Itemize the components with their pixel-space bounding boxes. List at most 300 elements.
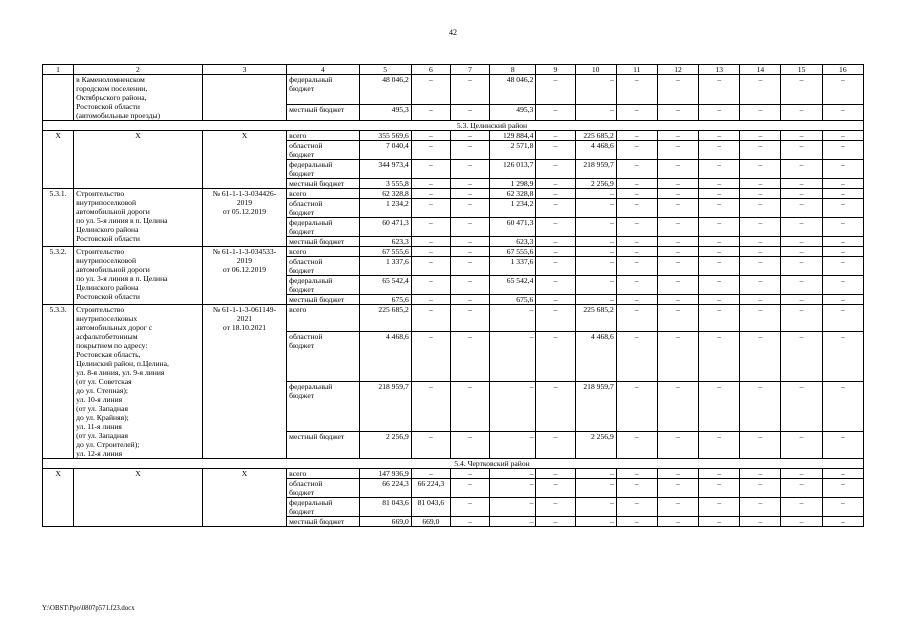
value-cell: 62 328,8	[490, 189, 536, 199]
value-cell: –	[781, 295, 822, 305]
value-cell: –	[822, 276, 863, 295]
funding-source-cell: всего	[287, 189, 359, 199]
value-cell: –	[657, 141, 698, 160]
column-header: 2	[74, 65, 203, 75]
column-header: 5	[359, 65, 411, 75]
value-cell: 2 256,9	[359, 432, 411, 459]
value-cell: –	[616, 331, 657, 381]
value-cell: –	[657, 218, 698, 237]
value-cell: –	[740, 160, 781, 179]
value-cell: –	[657, 160, 698, 179]
value-cell: 4 468,6	[359, 331, 411, 381]
value-cell: –	[411, 131, 450, 141]
value-cell: –	[490, 381, 536, 431]
value-cell: –	[781, 199, 822, 218]
funding-source-cell: федеральный бюджет	[287, 381, 359, 431]
value-cell: –	[657, 75, 698, 105]
funding-source-cell: местный бюджет	[287, 432, 359, 459]
value-cell: –	[575, 295, 616, 305]
item-document	[202, 75, 286, 121]
value-cell: –	[575, 469, 616, 479]
value-cell: –	[781, 381, 822, 431]
column-header: 13	[699, 65, 740, 75]
value-cell: –	[450, 160, 489, 179]
value-cell: –	[822, 305, 863, 332]
value-cell: 669,0	[411, 517, 450, 527]
column-header: 12	[657, 65, 698, 75]
item-number	[43, 75, 74, 121]
value-cell: –	[740, 257, 781, 276]
value-cell: –	[657, 199, 698, 218]
value-cell: –	[781, 257, 822, 276]
value-cell: 66 224,3	[359, 479, 411, 498]
funding-source-cell: всего	[287, 469, 359, 479]
value-cell: –	[490, 479, 536, 498]
value-cell: –	[781, 479, 822, 498]
value-cell: 225 685,2	[359, 305, 411, 332]
value-cell: –	[450, 432, 489, 459]
value-cell: –	[781, 160, 822, 179]
value-cell: –	[740, 517, 781, 527]
value-cell: –	[411, 381, 450, 431]
value-cell: –	[822, 498, 863, 517]
value-cell: –	[616, 469, 657, 479]
value-cell: –	[450, 381, 489, 431]
column-header: 4	[287, 65, 359, 75]
value-cell: –	[616, 141, 657, 160]
value-cell: 60 471,3	[359, 218, 411, 237]
section-row	[43, 121, 864, 131]
value-cell: –	[616, 305, 657, 332]
value-cell: –	[781, 469, 822, 479]
value-cell: –	[657, 237, 698, 247]
value-cell: –	[575, 189, 616, 199]
value-cell: 65 542,4	[490, 276, 536, 295]
value-cell: –	[411, 160, 450, 179]
item-name: Х	[74, 131, 203, 189]
value-cell: 218 959,7	[575, 381, 616, 431]
value-cell: –	[411, 469, 450, 479]
value-cell: 218 959,7	[575, 160, 616, 179]
value-cell: –	[781, 498, 822, 517]
item-number: Х	[43, 131, 74, 189]
value-cell: –	[822, 131, 863, 141]
value-cell: –	[450, 105, 489, 121]
value-cell: –	[781, 237, 822, 247]
value-cell: –	[450, 199, 489, 218]
value-cell: –	[536, 218, 575, 237]
value-cell: –	[822, 469, 863, 479]
column-header: 8	[490, 65, 536, 75]
section-title: 5.4. Чертковский район	[43, 459, 864, 469]
value-cell: 126 013,7	[490, 160, 536, 179]
column-header: 7	[450, 65, 489, 75]
value-cell: –	[616, 218, 657, 237]
value-cell: 1 234,2	[359, 199, 411, 218]
column-header: 9	[536, 65, 575, 75]
funding-source-cell: федеральный бюджет	[287, 218, 359, 237]
value-cell: –	[781, 247, 822, 257]
value-cell: 1 298,9	[490, 179, 536, 189]
value-cell: –	[740, 75, 781, 105]
value-cell: –	[490, 469, 536, 479]
value-cell: –	[450, 257, 489, 276]
value-cell: –	[657, 189, 698, 199]
value-cell: –	[699, 247, 740, 257]
funding-source-cell: местный бюджет	[287, 179, 359, 189]
value-cell: –	[699, 189, 740, 199]
value-cell: –	[450, 479, 489, 498]
table-row	[43, 131, 864, 141]
value-cell: –	[699, 141, 740, 160]
value-cell: –	[616, 432, 657, 459]
value-cell: –	[740, 498, 781, 517]
value-cell: –	[411, 237, 450, 247]
value-cell: –	[450, 189, 489, 199]
value-cell: –	[781, 105, 822, 121]
value-cell: –	[781, 305, 822, 332]
budget-table	[42, 64, 864, 527]
value-cell: –	[411, 295, 450, 305]
value-cell: –	[699, 479, 740, 498]
table-row	[43, 247, 864, 257]
value-cell: –	[616, 131, 657, 141]
funding-source-cell: всего	[287, 247, 359, 257]
value-cell: –	[657, 331, 698, 381]
item-number: Х	[43, 469, 74, 527]
value-cell: –	[450, 517, 489, 527]
value-cell: –	[699, 199, 740, 218]
value-cell: –	[411, 75, 450, 105]
funding-source-cell: местный бюджет	[287, 237, 359, 247]
value-cell: –	[536, 160, 575, 179]
value-cell: –	[536, 331, 575, 381]
item-name: Х	[74, 469, 203, 527]
value-cell: –	[822, 295, 863, 305]
value-cell: 3 555,8	[359, 179, 411, 189]
value-cell: –	[822, 331, 863, 381]
value-cell: –	[450, 295, 489, 305]
value-cell: –	[740, 141, 781, 160]
value-cell: –	[411, 276, 450, 295]
table-row	[43, 469, 864, 479]
value-cell: –	[575, 105, 616, 121]
value-cell: –	[450, 218, 489, 237]
value-cell: 623,3	[359, 237, 411, 247]
value-cell: –	[616, 160, 657, 179]
column-header: 6	[411, 65, 450, 75]
value-cell: –	[699, 517, 740, 527]
funding-source-cell: областной бюджет	[287, 141, 359, 160]
value-cell: –	[657, 479, 698, 498]
value-cell: 62 328,8	[359, 189, 411, 199]
funding-source-cell: областной бюджет	[287, 199, 359, 218]
value-cell: –	[450, 131, 489, 141]
value-cell: –	[536, 498, 575, 517]
value-cell: –	[450, 179, 489, 189]
column-header: 10	[575, 65, 616, 75]
value-cell: –	[699, 276, 740, 295]
value-cell: –	[699, 432, 740, 459]
section-row	[43, 459, 864, 469]
value-cell: –	[536, 305, 575, 332]
funding-source-cell: федеральный бюджет	[287, 160, 359, 179]
value-cell: –	[450, 469, 489, 479]
value-cell: –	[822, 179, 863, 189]
funding-source-cell: федеральный бюджет	[287, 276, 359, 295]
value-cell: –	[699, 295, 740, 305]
value-cell: –	[536, 517, 575, 527]
value-cell: 129 884,4	[490, 131, 536, 141]
value-cell: 66 224,3	[411, 479, 450, 498]
funding-source-cell: всего	[287, 131, 359, 141]
value-cell: –	[411, 305, 450, 332]
funding-source-cell: всего	[287, 305, 359, 332]
value-cell: –	[781, 141, 822, 160]
value-cell: –	[575, 479, 616, 498]
table-row	[43, 305, 864, 332]
value-cell: –	[822, 432, 863, 459]
value-cell: –	[575, 498, 616, 517]
value-cell: –	[616, 179, 657, 189]
value-cell: –	[740, 479, 781, 498]
value-cell: 675,6	[359, 295, 411, 305]
value-cell: 2 256,9	[575, 432, 616, 459]
value-cell: –	[616, 479, 657, 498]
value-cell: –	[657, 305, 698, 332]
value-cell: –	[822, 75, 863, 105]
value-cell: –	[657, 247, 698, 257]
value-cell: –	[536, 295, 575, 305]
value-cell: –	[616, 237, 657, 247]
value-cell: –	[616, 199, 657, 218]
value-cell: –	[822, 517, 863, 527]
value-cell: –	[616, 295, 657, 305]
value-cell: –	[699, 469, 740, 479]
value-cell: –	[822, 189, 863, 199]
value-cell: –	[536, 199, 575, 218]
value-cell: –	[781, 276, 822, 295]
value-cell: 60 471,3	[490, 218, 536, 237]
value-cell: –	[616, 517, 657, 527]
value-cell: 2 571,8	[490, 141, 536, 160]
value-cell: –	[536, 381, 575, 431]
value-cell: –	[822, 381, 863, 431]
value-cell: –	[411, 105, 450, 121]
value-cell: 48 046,2	[490, 75, 536, 105]
value-cell: –	[411, 331, 450, 381]
value-cell: –	[536, 276, 575, 295]
value-cell: –	[411, 432, 450, 459]
value-cell: –	[740, 381, 781, 431]
value-cell: –	[699, 131, 740, 141]
value-cell: –	[657, 498, 698, 517]
value-cell: –	[699, 237, 740, 247]
value-cell: –	[699, 305, 740, 332]
value-cell: –	[740, 199, 781, 218]
value-cell: –	[699, 105, 740, 121]
value-cell: –	[536, 141, 575, 160]
column-header: 1	[43, 65, 74, 75]
value-cell: –	[822, 237, 863, 247]
value-cell: –	[450, 141, 489, 160]
value-cell: 495,3	[359, 105, 411, 121]
value-cell: –	[536, 469, 575, 479]
value-cell: –	[575, 247, 616, 257]
item-number: 5.3.1.	[43, 189, 74, 247]
value-cell: 1 234,2	[490, 199, 536, 218]
value-cell: –	[536, 105, 575, 121]
value-cell: 65 542,4	[359, 276, 411, 295]
column-header: 11	[616, 65, 657, 75]
value-cell: 1 337,6	[490, 257, 536, 276]
item-document: № 61-1-1-3-034426- 2019 от 05.12.2019	[202, 189, 286, 247]
value-cell: –	[740, 105, 781, 121]
value-cell: –	[657, 432, 698, 459]
value-cell: –	[450, 247, 489, 257]
value-cell: –	[616, 381, 657, 431]
value-cell: 225 685,2	[575, 305, 616, 332]
value-cell: –	[411, 247, 450, 257]
value-cell: 7 040,4	[359, 141, 411, 160]
value-cell: –	[490, 517, 536, 527]
value-cell: –	[699, 75, 740, 105]
value-cell: –	[740, 179, 781, 189]
value-cell: –	[450, 305, 489, 332]
value-cell: –	[575, 237, 616, 247]
value-cell: 147 936,9	[359, 469, 411, 479]
value-cell: –	[616, 257, 657, 276]
value-cell: –	[781, 432, 822, 459]
value-cell: –	[781, 517, 822, 527]
value-cell: –	[822, 257, 863, 276]
item-document: Х	[202, 131, 286, 189]
value-cell: 2 256,9	[575, 179, 616, 189]
value-cell: –	[575, 517, 616, 527]
funding-source-cell: областной бюджет	[287, 331, 359, 381]
value-cell: –	[822, 141, 863, 160]
value-cell: 218 959,7	[359, 381, 411, 431]
value-cell: –	[450, 237, 489, 247]
value-cell: –	[740, 331, 781, 381]
value-cell: –	[740, 247, 781, 257]
value-cell: –	[536, 75, 575, 105]
value-cell: –	[822, 199, 863, 218]
item-name: Строительство внутрипоселковой автомобильной дороги по ул. 3-я линия в п. Целина Целинского района Ростовской области	[74, 247, 203, 305]
value-cell: 81 043,6	[359, 498, 411, 517]
value-cell: –	[699, 257, 740, 276]
value-cell: –	[490, 331, 536, 381]
value-cell: –	[822, 218, 863, 237]
value-cell: –	[822, 247, 863, 257]
value-cell: –	[740, 276, 781, 295]
funding-source-cell: местный бюджет	[287, 517, 359, 527]
value-cell: –	[740, 237, 781, 247]
value-cell: –	[822, 160, 863, 179]
value-cell: –	[781, 189, 822, 199]
funding-source-cell: федеральный бюджет	[287, 75, 359, 105]
value-cell: –	[657, 179, 698, 189]
value-cell: 67 555,6	[490, 247, 536, 257]
value-cell: –	[616, 75, 657, 105]
value-cell: 623,3	[490, 237, 536, 247]
value-cell: –	[657, 517, 698, 527]
value-cell: –	[781, 75, 822, 105]
value-cell: –	[411, 257, 450, 276]
value-cell: –	[822, 479, 863, 498]
value-cell: 495,3	[490, 105, 536, 121]
value-cell: –	[699, 498, 740, 517]
value-cell: –	[575, 199, 616, 218]
value-cell: –	[616, 189, 657, 199]
value-cell: –	[699, 381, 740, 431]
value-cell: –	[740, 218, 781, 237]
value-cell: 225 685,2	[575, 131, 616, 141]
value-cell: –	[781, 179, 822, 189]
value-cell: –	[411, 141, 450, 160]
value-cell: –	[411, 179, 450, 189]
header-row	[43, 65, 864, 75]
value-cell: –	[536, 179, 575, 189]
value-cell: –	[781, 331, 822, 381]
value-cell: –	[490, 305, 536, 332]
value-cell: –	[411, 199, 450, 218]
column-header: 15	[781, 65, 822, 75]
value-cell: 355 569,6	[359, 131, 411, 141]
value-cell: 81 043,6	[411, 498, 450, 517]
value-cell: 67 555,6	[359, 247, 411, 257]
value-cell: –	[699, 218, 740, 237]
value-cell: –	[411, 189, 450, 199]
value-cell: –	[740, 469, 781, 479]
value-cell: 344 973,4	[359, 160, 411, 179]
section-title: 5.3. Целинский район	[43, 121, 864, 131]
value-cell: –	[822, 105, 863, 121]
item-name: Строительство внутрипоселковых автомобильных дорог с асфальтобетонным покрытием по адресу: Ростовская область, Целинский район, п.Целина, ул. 8-я линия, ул. 9-я линия (от ул. Советская до ул. Степная); ул. 10-я линия (от ул. Западная до ул. Крайняя); ул. 11-я линия (от ул. Западная до ул. Строителей); ул. 12-я линия	[74, 305, 203, 459]
value-cell: –	[536, 247, 575, 257]
item-document: Х	[202, 469, 286, 527]
page-number: 42	[449, 28, 457, 37]
file-path-footer: Y:\OBST\Ppo\0807p571.f23.docx	[42, 605, 135, 612]
value-cell: –	[740, 432, 781, 459]
column-header: 3	[202, 65, 286, 75]
value-cell: –	[490, 432, 536, 459]
column-header: 14	[740, 65, 781, 75]
value-cell: –	[616, 276, 657, 295]
value-cell: –	[781, 218, 822, 237]
value-cell: –	[616, 498, 657, 517]
value-cell: –	[657, 295, 698, 305]
value-cell: –	[740, 305, 781, 332]
funding-source-cell: местный бюджет	[287, 295, 359, 305]
value-cell: 4 468,6	[575, 331, 616, 381]
item-document: № 61-1-1-3-034533- 2019 от 06.12.2019	[202, 247, 286, 305]
value-cell: –	[740, 295, 781, 305]
value-cell: –	[536, 479, 575, 498]
value-cell: –	[536, 189, 575, 199]
value-cell: –	[657, 381, 698, 431]
value-cell: –	[575, 75, 616, 105]
value-cell: –	[740, 131, 781, 141]
value-cell: 675,6	[490, 295, 536, 305]
value-cell: –	[657, 105, 698, 121]
value-cell: –	[575, 257, 616, 276]
funding-source-cell: областной бюджет	[287, 257, 359, 276]
value-cell: –	[657, 257, 698, 276]
table-row	[43, 189, 864, 199]
value-cell: –	[450, 331, 489, 381]
value-cell: –	[490, 498, 536, 517]
